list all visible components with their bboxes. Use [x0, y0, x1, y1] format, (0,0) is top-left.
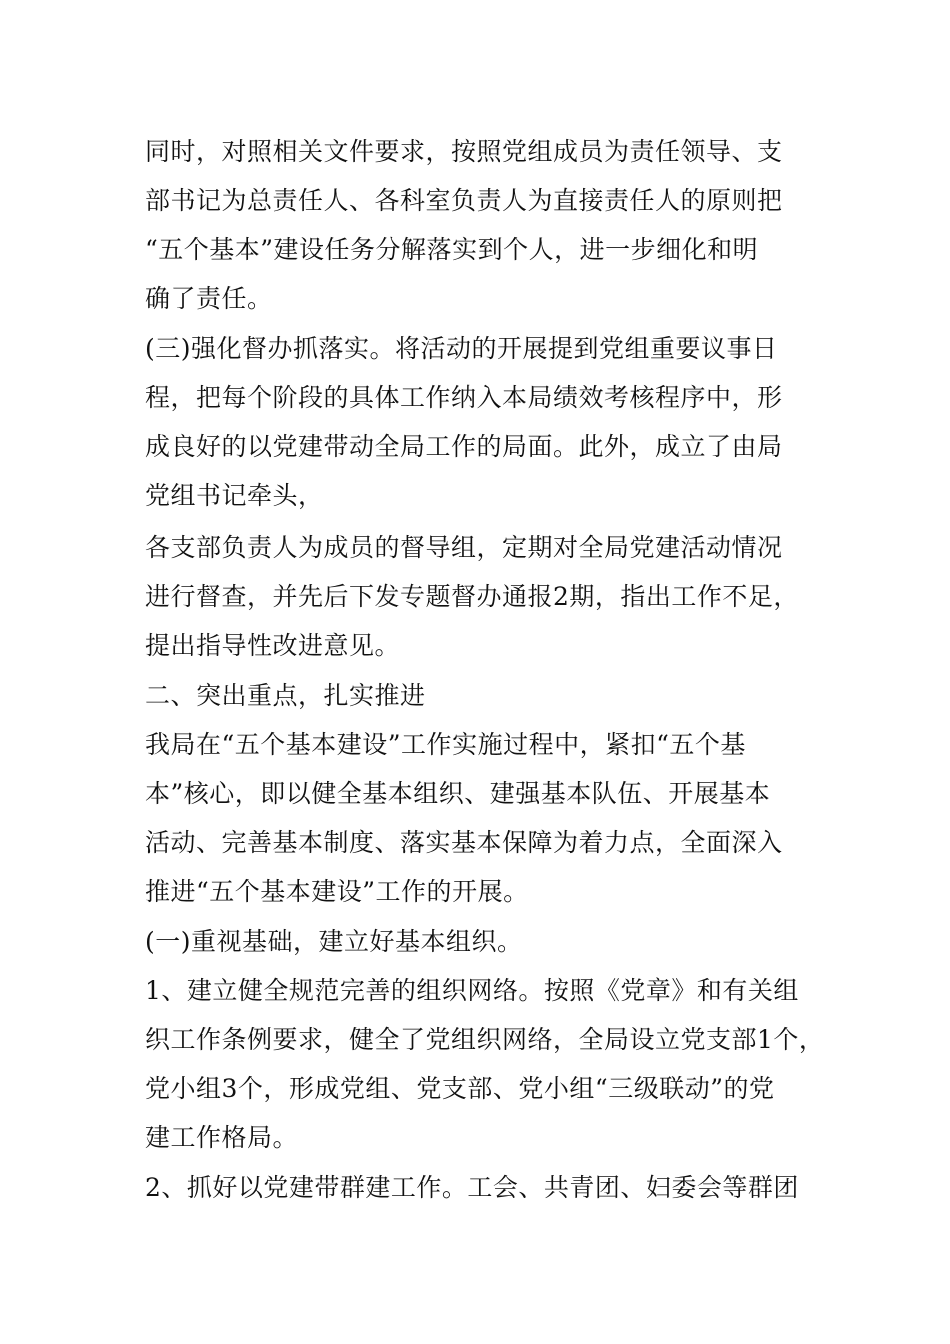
text-line: 程，把每个阶段的具体工作纳入本局绩效考核程序中，形 [145, 383, 783, 412]
text-line: 进行督查，并先后下发专题督办通报2期，指出工作不足， [145, 582, 799, 611]
text-line: 活动、完善基本制度、落实基本保障为着力点，全面深入 [145, 828, 783, 857]
text-line: 2、抓好以党建带群建工作。工会、共青团、妇委会等群团 [145, 1173, 799, 1202]
text-line: 1、建立健全规范完善的组织网络。按照《党章》和有关组 [145, 976, 799, 1005]
text-line: 部书记为总责任人、各科室负责人为直接责任人的原则把 [145, 186, 783, 215]
section-heading: 二、突出重点，扎实推进 [145, 681, 426, 710]
text-line: 我局在“五个基本建设”工作实施过程中，紧扣“五个基 [145, 730, 746, 759]
section-heading: (一)重视基础，建立好基本组织。 [145, 927, 523, 956]
text-line: “五个基本”建设任务分解落实到个人，进一步细化和明 [145, 235, 759, 264]
text-line: 同时，对照相关文件要求，按照党组成员为责任领导、支 [145, 137, 783, 166]
text-line: 建工作格局。 [145, 1123, 299, 1152]
section-heading: (三)强化督办抓落实。将活动的开展提到党组重要议事日 [145, 334, 778, 363]
text-line: 提出指导性改进意见。 [145, 631, 401, 660]
text-line: 党组书记牵头， [145, 481, 324, 510]
text-line: 推进“五个基本建设”工作的开展。 [145, 877, 529, 906]
text-line: 各支部负责人为成员的督导组，定期对全局党建活动情况 [145, 533, 783, 562]
text-line: 党小组3个，形成党组、党支部、党小组“三级联动”的党 [145, 1074, 775, 1103]
text-line: 织工作条例要求，健全了党组织网络，全局设立党支部1个， [145, 1025, 825, 1054]
text-line: 确了责任。 [145, 284, 273, 313]
text-line: 本”核心，即以健全基本组织、建强基本队伍、开展基本 [145, 779, 771, 808]
text-line: 成良好的以党建带动全局工作的局面。此外，成立了由局 [145, 432, 783, 461]
